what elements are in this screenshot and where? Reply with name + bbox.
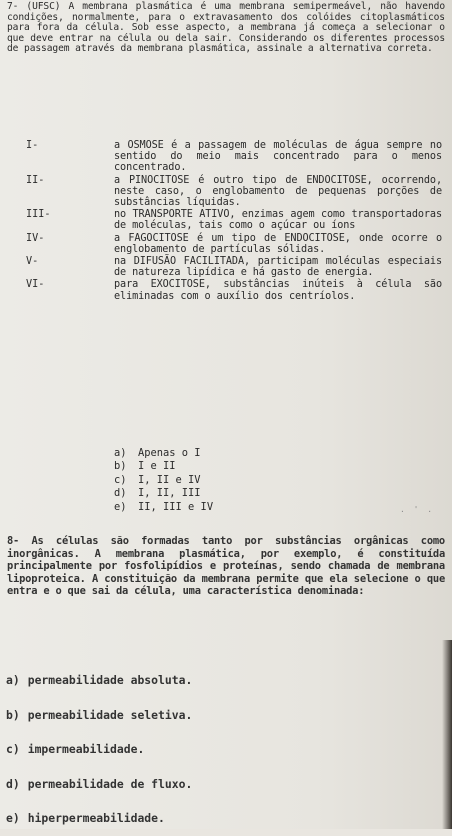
option-letter: d)	[6, 776, 20, 791]
statement-number: II-	[26, 174, 45, 186]
statement-item	[22, 140, 442, 174]
statement-text: na DIFUSÃO FACILITADA, participam moléculas especiais de natureza lipídica e há gasto de energia.	[114, 256, 442, 279]
option-letter: e)	[114, 500, 127, 513]
statement-item	[22, 279, 442, 301]
statement-text: a PINOCITOSE é outro tipo de ENDOCITOSE, ocorrendo, neste caso, o englobamento de pequenas porções de substâncias líquidas.	[114, 174, 442, 209]
option-letter: c)	[6, 742, 20, 756]
statement-number: III-	[26, 209, 51, 221]
question-7-options	[114, 447, 213, 514]
answer-option	[6, 732, 200, 767]
answer-option	[114, 474, 213, 487]
answer-option	[114, 447, 213, 460]
question-7-items	[22, 140, 442, 303]
statement-number: I-	[26, 140, 39, 151]
statement-text: a OSMOSE é a passagem de moléculas de água sempre no sentido do meio mais concentrado para o menos concentrado.	[114, 140, 442, 174]
option-text: I e II	[138, 460, 176, 473]
option-letter: a)	[6, 673, 20, 687]
option-text: hiperpermeabilidade.	[27, 811, 165, 825]
statement-item	[22, 209, 442, 231]
option-letter: c)	[114, 473, 127, 486]
answer-option	[114, 460, 213, 473]
statement-number: IV-	[26, 232, 45, 244]
option-text: permeabilidade absoluta.	[27, 673, 193, 687]
option-text: impermeabilidade.	[27, 742, 145, 756]
option-letter: d)	[114, 487, 127, 500]
statement-text: no TRANSPORTE ATIVO, enzimas agem como transportadoras de moléculas, tais como o açúcar ou íons	[114, 209, 442, 232]
answer-option	[114, 501, 213, 514]
answer-option	[6, 698, 200, 733]
option-letter: b)	[6, 707, 20, 722]
statement-text: para EXOCITOSE, substâncias inúteis à célula são eliminadas com o auxílio dos centríolos.	[114, 279, 442, 302]
option-text: Apenas o I	[138, 447, 201, 459]
option-text: II, III e IV	[138, 500, 214, 513]
option-letter: a)	[114, 447, 127, 459]
statement-number: V-	[26, 256, 39, 268]
option-letter: e)	[6, 811, 20, 825]
answer-option	[6, 767, 200, 802]
option-text: permeabilidade seletiva.	[27, 707, 193, 722]
answer-option	[6, 663, 200, 698]
option-text: I, II, III	[138, 487, 201, 500]
option-text: I, II e IV	[138, 473, 201, 486]
scan-speck: . ' .	[400, 505, 435, 514]
statement-text: a FAGOCITOSE é um tipo de ENDOCITOSE, onde ocorre o englobamento de partículas sólidas.	[114, 232, 442, 255]
option-text: permeabilidade de fluxo.	[27, 776, 193, 791]
statement-item	[22, 233, 442, 255]
question-8	[7, 535, 445, 598]
statement-item	[22, 175, 442, 209]
answer-option	[6, 801, 200, 836]
question-7	[7, 2, 445, 55]
question-8-text: 8- As células são formadas tanto por substâncias orgânicas como inorgânicas. A membrana plasmática, por exemplo, é constituída principalmente por fosfolipídios e proteínas, sendo chamada de membrana lipoproteica. A constituição da membrana permite que ela selecione o que entra e o que sai da célula, uma característica denominada:	[7, 535, 445, 598]
option-letter: b)	[114, 460, 127, 473]
statement-number: VI-	[26, 279, 45, 291]
question-7-text: 7- (UFSC) A membrana plasmática é uma membrana semipermeável, não havendo condições, normalmente, para o extravasamento dos colóides citoplasmáticos para fora da célula. Sob esse aspecto, a membrana já começa a selecionar o que deve entrar na célula ou dela sair. Considerando os diferentes processos de passagem através da membrana plasmática, assinale a alternativa correta.	[7, 1, 445, 54]
answer-option	[114, 487, 213, 500]
page-shadow	[442, 640, 452, 829]
question-8-options	[6, 663, 200, 836]
statement-item	[22, 256, 442, 278]
